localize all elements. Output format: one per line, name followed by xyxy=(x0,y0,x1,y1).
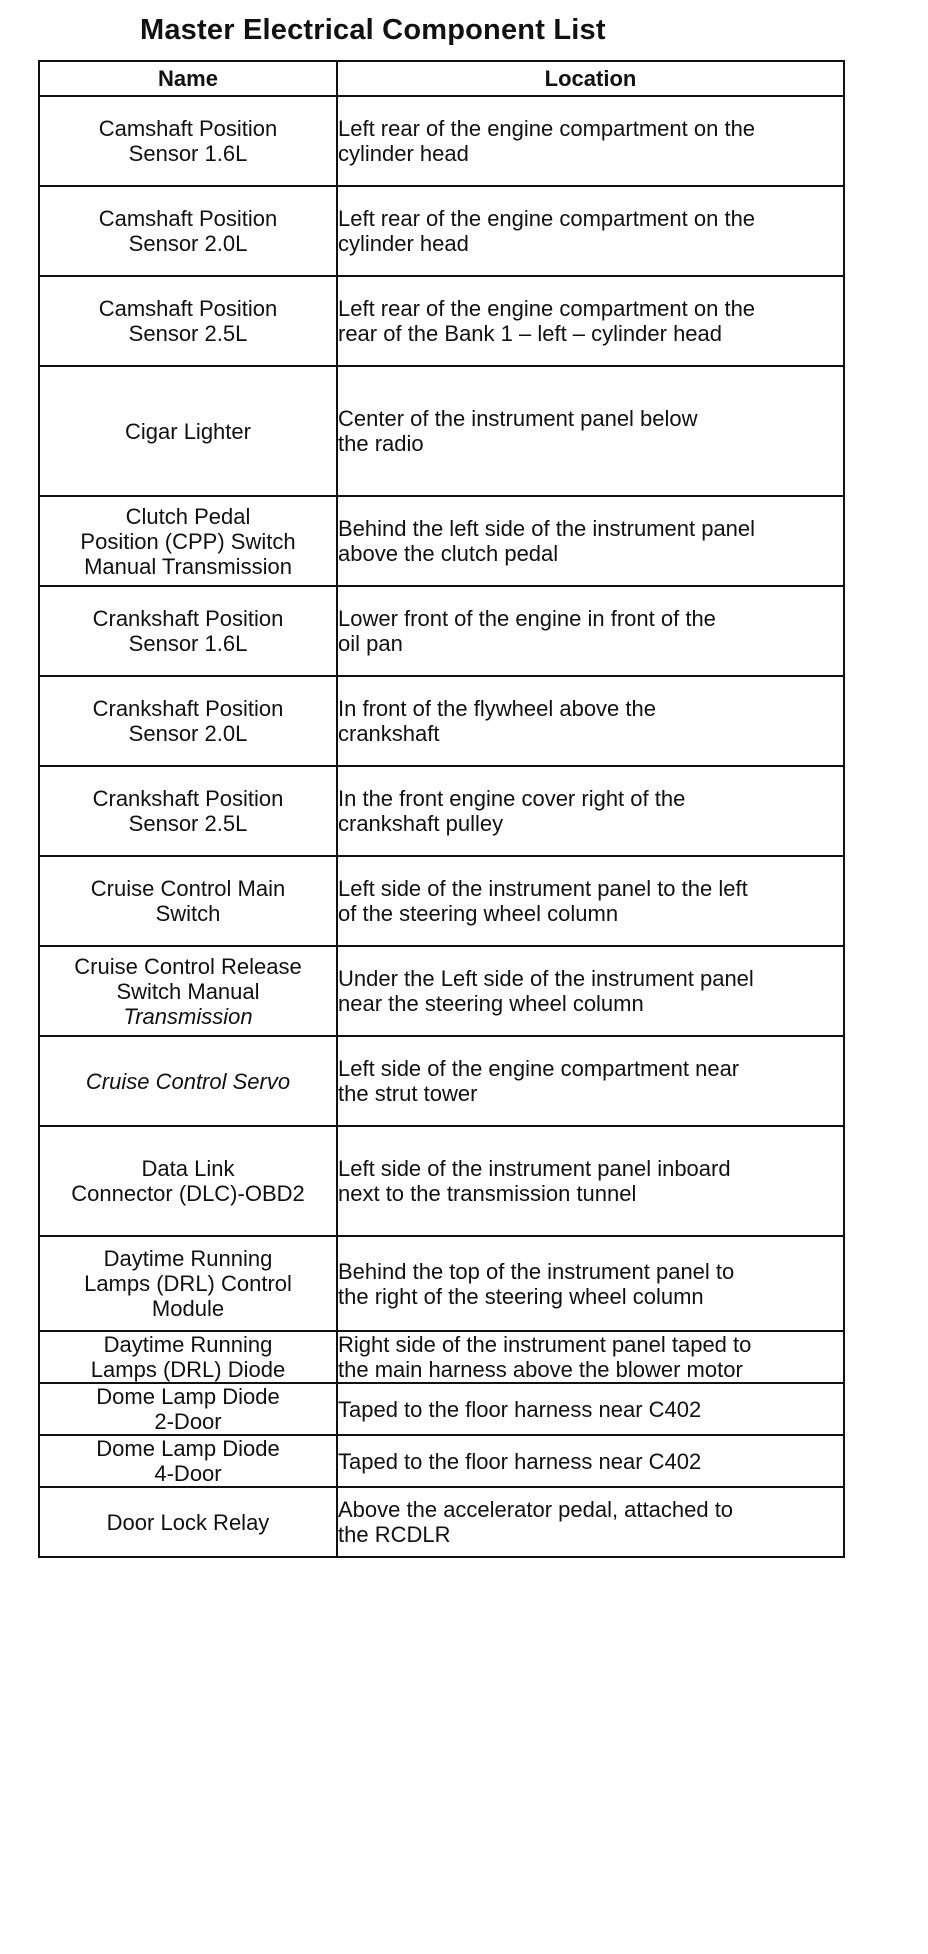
component-name-line: Door Lock Relay xyxy=(106,1509,270,1535)
component-location-cell xyxy=(337,366,844,496)
component-location-line: Left rear of the engine compartment on the xyxy=(338,296,756,321)
component-location-cell xyxy=(337,946,844,1036)
component-name-line: Sensor 2.5L xyxy=(128,321,248,346)
table-row xyxy=(39,856,844,946)
component-name-cell xyxy=(39,1126,337,1236)
component-name-line: Sensor 2.0L xyxy=(128,721,248,746)
component-name-line: Sensor 2.5L xyxy=(128,811,248,836)
component-location-line: Behind the left side of the instrument panel xyxy=(338,516,756,541)
component-location-line: crankshaft xyxy=(338,721,440,746)
component-location-line: above the clutch pedal xyxy=(338,541,559,566)
component-location-cell xyxy=(337,496,844,586)
component-name-line: Cruise Control Release xyxy=(74,953,302,979)
component-name-line: Sensor 2.0L xyxy=(128,231,248,256)
table-row xyxy=(39,276,844,366)
component-location-line: Left side of the instrument panel to the left xyxy=(338,876,748,901)
component-location-cell xyxy=(337,1435,844,1487)
component-location-cell xyxy=(337,676,844,766)
table-row xyxy=(39,1331,844,1383)
component-name-cell xyxy=(39,1236,337,1331)
header-row xyxy=(39,61,844,96)
component-name-line: Sensor 1.6L xyxy=(128,631,248,656)
component-location-cell xyxy=(337,1383,844,1435)
component-location-cell xyxy=(337,1126,844,1236)
page-title: Master Electrical Component List xyxy=(140,14,606,46)
component-name-cell xyxy=(39,1487,337,1557)
table-row xyxy=(39,1435,844,1487)
component-location-cell xyxy=(337,1487,844,1557)
component-location-line: Right side of the instrument panel taped to xyxy=(338,1332,752,1357)
component-location-line: Left rear of the engine compartment on the xyxy=(338,116,756,141)
component-name-cell xyxy=(39,766,337,856)
component-location-cell xyxy=(337,1036,844,1126)
component-name-cell xyxy=(39,856,337,946)
table-row xyxy=(39,496,844,586)
component-name-line: Lamps (DRL) Diode xyxy=(90,1357,286,1382)
component-name-cell xyxy=(39,946,337,1036)
component-location-line: Left side of the instrument panel inboard xyxy=(338,1156,731,1181)
component-location-cell xyxy=(337,186,844,276)
component-name-line: Crankshaft Position xyxy=(92,696,284,721)
component-location-line: next to the transmission tunnel xyxy=(338,1181,637,1206)
component-name-cell xyxy=(39,1331,337,1383)
component-name-line: Dome Lamp Diode xyxy=(96,1436,280,1461)
component-name-cell xyxy=(39,186,337,276)
component-name-cell xyxy=(39,586,337,676)
table-row xyxy=(39,1487,844,1557)
table-body xyxy=(39,96,844,1557)
table-row xyxy=(39,946,844,1036)
component-name-cell xyxy=(39,1435,337,1487)
component-name-line: Crankshaft Position xyxy=(92,786,284,811)
component-name-line: Camshaft Position xyxy=(98,296,278,321)
component-location-line: of the steering wheel column xyxy=(338,901,619,926)
component-name-cell xyxy=(39,676,337,766)
component-location-cell xyxy=(337,586,844,676)
table-row xyxy=(39,1236,844,1331)
component-location-line: the RCDLR xyxy=(338,1522,451,1547)
table-row xyxy=(39,366,844,496)
component-location-line: crankshaft pulley xyxy=(338,811,504,836)
component-name-line: Switch Manual xyxy=(116,978,260,1004)
component-name-line: Module xyxy=(151,1296,225,1321)
table-row xyxy=(39,1036,844,1126)
component-location-cell xyxy=(337,766,844,856)
component-location-line: Center of the instrument panel below xyxy=(338,406,698,431)
component-name-cell xyxy=(39,366,337,496)
component-location-line: cylinder head xyxy=(338,141,469,166)
component-name-line: Lamps (DRL) Control xyxy=(84,1271,292,1296)
component-table xyxy=(38,60,845,1558)
component-name-line: Data Link xyxy=(141,1156,235,1181)
component-name-cell xyxy=(39,1383,337,1435)
component-location-cell xyxy=(337,856,844,946)
component-location-line: the right of the steering wheel column xyxy=(338,1283,704,1309)
component-location-line: Left side of the engine compartment near xyxy=(338,1056,740,1081)
component-name-line: Dome Lamp Diode xyxy=(96,1384,280,1409)
component-name-line: Position (CPP) Switch xyxy=(80,528,296,554)
component-location-line: Left rear of the engine compartment on the xyxy=(338,206,756,231)
component-name-line: Crankshaft Position xyxy=(92,606,284,631)
component-location-cell xyxy=(337,1236,844,1331)
location-column-header: Location xyxy=(337,61,844,96)
component-name-line: Sensor 1.6L xyxy=(128,141,248,166)
component-location-cell xyxy=(337,276,844,366)
component-location-line: In front of the flywheel above the xyxy=(338,696,656,721)
table-row xyxy=(39,96,844,186)
component-location-line: In the front engine cover right of the xyxy=(338,786,686,811)
component-location-line: cylinder head xyxy=(338,231,469,256)
component-location-line: Above the accelerator pedal, attached to xyxy=(338,1497,734,1522)
component-location-line: Behind the top of the instrument panel to xyxy=(338,1258,735,1284)
component-name-cell xyxy=(39,496,337,586)
component-location-line: Lower front of the engine in front of the xyxy=(338,606,716,631)
table-row xyxy=(39,1126,844,1236)
component-location-line: rear of the Bank 1 – left – cylinder head xyxy=(338,321,723,346)
component-name-cell xyxy=(39,276,337,366)
table-row xyxy=(39,676,844,766)
component-name-line: Transmission xyxy=(123,1003,253,1029)
component-name-line: Connector (DLC)-OBD2 xyxy=(71,1181,305,1206)
component-name-line: 2-Door xyxy=(154,1409,222,1434)
component-location-line: Under the Left side of the instrument panel xyxy=(338,966,754,991)
component-name-line: Camshaft Position xyxy=(98,206,278,231)
table-row xyxy=(39,586,844,676)
component-location-line: near the steering wheel column xyxy=(338,991,644,1016)
component-name-line: Cruise Control Servo xyxy=(85,1068,291,1094)
component-location-line: the radio xyxy=(338,431,424,456)
component-location-line: oil pan xyxy=(338,631,403,656)
component-name-line: Cruise Control Main xyxy=(90,876,286,901)
table-row xyxy=(39,1383,844,1435)
name-column-header: Name xyxy=(39,61,337,96)
table-row xyxy=(39,186,844,276)
component-location-cell xyxy=(337,1331,844,1383)
component-name-cell xyxy=(39,96,337,186)
component-location-line: the main harness above the blower motor xyxy=(338,1357,743,1382)
component-location-cell xyxy=(337,96,844,186)
component-location-line: the strut tower xyxy=(338,1081,478,1106)
component-name-line: Daytime Running xyxy=(103,1246,273,1271)
component-location-line: Taped to the floor harness near C402 xyxy=(338,1448,702,1474)
component-name-line: Switch xyxy=(155,901,221,926)
component-name-line: Clutch Pedal xyxy=(125,503,251,529)
component-name-line: Manual Transmission xyxy=(84,553,292,579)
component-name-line: Cigar Lighter xyxy=(125,418,251,444)
component-name-line: 4-Door xyxy=(154,1461,222,1486)
component-name-line: Daytime Running xyxy=(103,1332,273,1357)
component-location-line: Taped to the floor harness near C402 xyxy=(338,1396,702,1422)
component-name-line: Camshaft Position xyxy=(98,116,278,141)
table-row xyxy=(39,766,844,856)
component-name-cell xyxy=(39,1036,337,1126)
